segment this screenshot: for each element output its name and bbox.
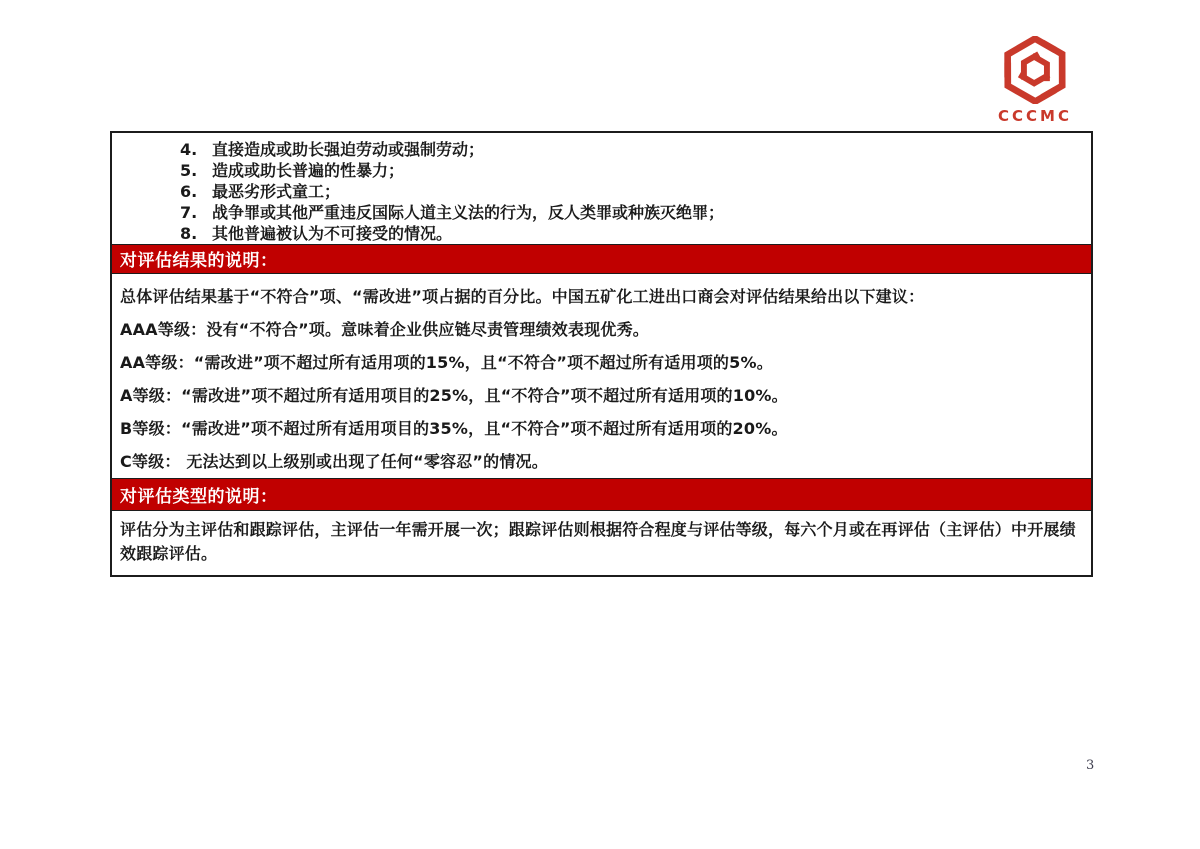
grade-aaa: AAA等级：没有“不符合”项。意味着企业供应链尽责管理绩效表现优秀。 [120,319,649,339]
list-item-number: 6. [180,182,198,201]
grade-c: C等级： 无法达到以上级别或出现了任何“零容忍”的情况。 [120,451,548,471]
type-section-header [112,478,1091,511]
type-section-text: 评估分为主评估和跟踪评估，主评估一年需开展一次；跟踪评估则根据符合程度与评估等级，每六个月或在再评估（主评估）中开展绩效跟踪评估。 [120,519,1076,563]
list-item-number: 7. [180,203,198,222]
list-item-text: 造成或助长普遍的性暴力； [212,161,405,180]
zero-tolerance-list [112,133,1091,244]
list-item-text: 其他普遍被认为不可接受的情况。 [212,224,453,243]
results-section-body [112,274,1091,478]
type-section-body [112,511,1091,575]
results-section-header [112,244,1091,274]
list-item-number: 4. [180,140,198,159]
results-section-header-text: 对评估结果的说明： [120,251,278,272]
list-item-number: 5. [180,161,198,180]
grade-a: A等级：“需改进”项不超过所有适用项目的25%，且“不符合”项不超过所有适用项的10%。 [120,385,788,405]
cccmc-logo [995,36,1075,125]
list-item [112,223,1091,244]
list-item-text: 直接造成或助长强迫劳动或强制劳动； [212,140,485,159]
cccmc-logo-text: CCCMC [998,107,1072,125]
grade-b: B等级：“需改进”项不超过所有适用项目的35%，且“不符合”项不超过所有适用项的20%。 [120,418,788,438]
assessment-explanation-table [110,131,1093,577]
page-number: 3 [1086,758,1095,773]
cccmc-hexagon-knot-icon [998,36,1072,104]
list-item-text: 战争罪或其他严重违反国际人道主义法的行为，反人类罪或种族灭绝罪； [212,203,725,222]
grade-aa: AA等级：“需改进”项不超过所有适用项的15%，且“不符合”项不超过所有适用项的5%。 [120,352,773,372]
list-item-number: 8. [180,224,198,243]
list-item [112,160,1091,181]
type-section-header-text: 对评估类型的说明： [120,486,278,507]
list-item [112,181,1091,202]
list-item [112,139,1091,160]
list-item [112,202,1091,223]
list-item-text: 最恶劣形式童工； [212,182,341,201]
results-intro: 总体评估结果基于“不符合”项、“需改进”项占据的百分比。中国五矿化工进出口商会对评估结果给出以下建议： [120,286,925,306]
